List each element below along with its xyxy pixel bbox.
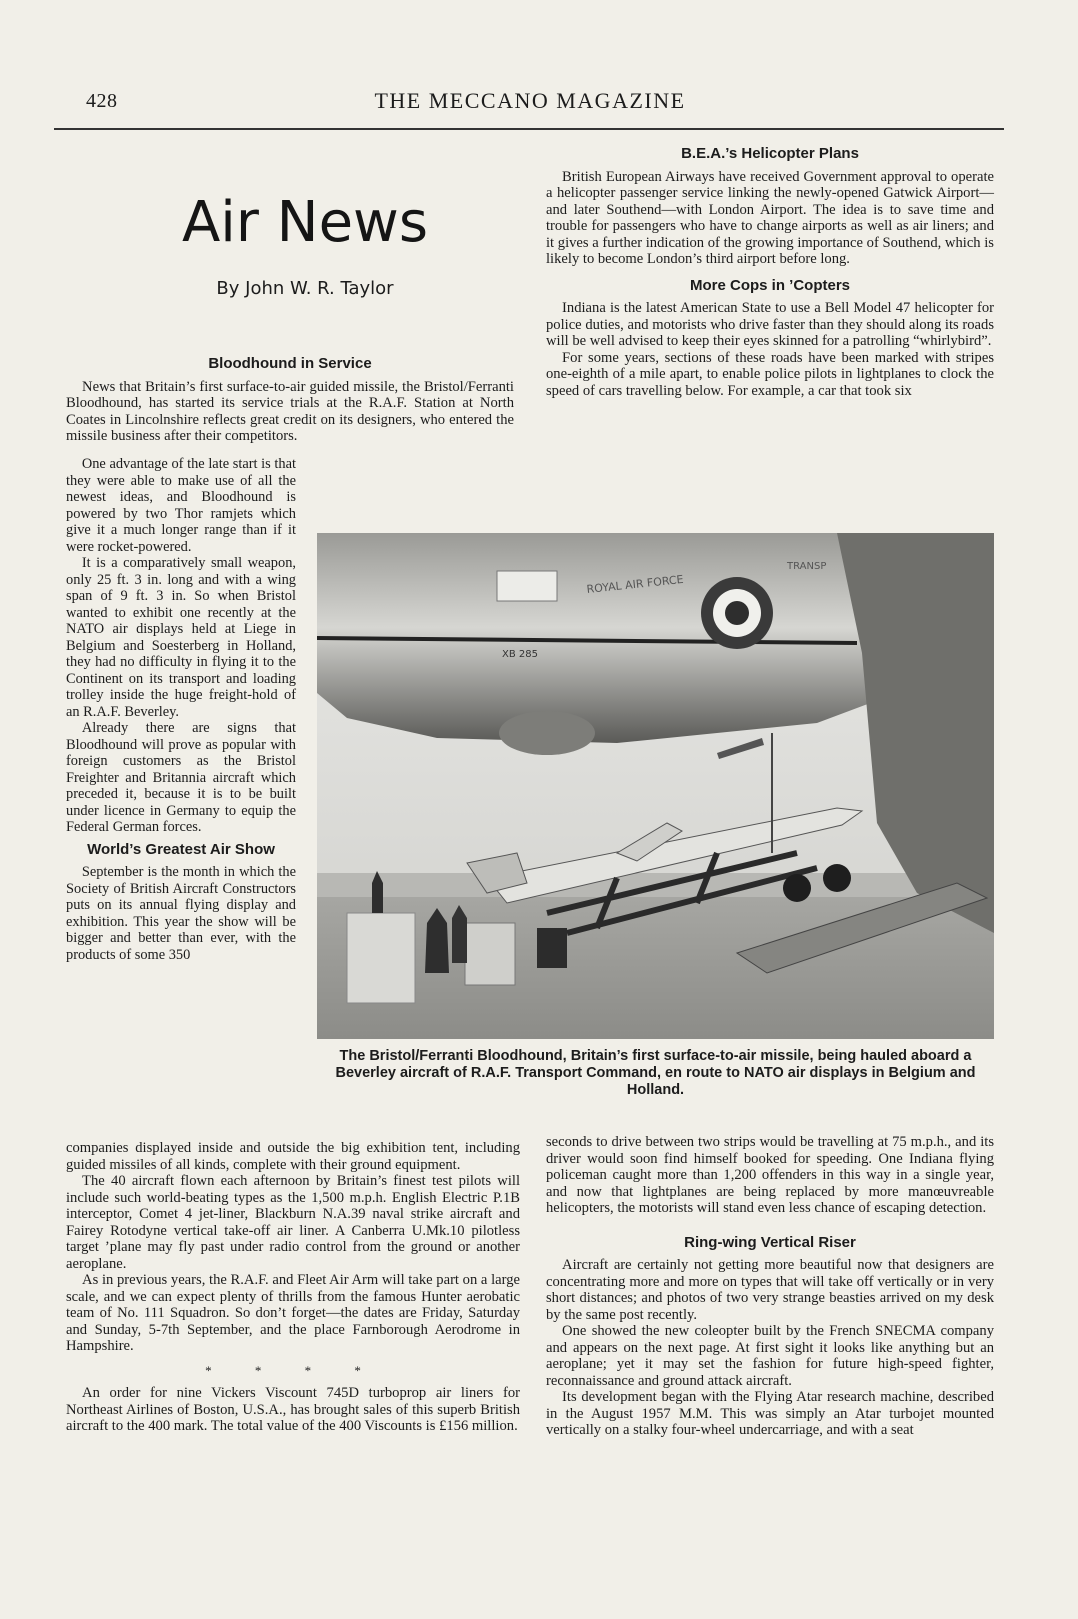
photo-caption: The Bristol/Ferranti Bloodhound, Britain’s first surface-to-air missile, being hauled aboard a Beverley aircraft of R.A.F. Transport Command, en route to NATO air displays in Belgium and Holland.: [335, 1048, 976, 1098]
paragraph: Its development began with the Flying Atar research machine, described in the August 1957 M.M. This was simply an Atar turbojet mounted vertically on a stalky four-wheel undercarriage, and with a seat: [546, 1389, 994, 1438]
paragraph: As in previous years, the R.A.F. and Fleet Air Arm will take part on a large scale, and we can expect plenty of thrills from the famous Hunter aerobatic team of No. 111 Squadron. So don’t forget—the dates are Friday, Saturday and Sunday, 5-7th September, and the place Farnborough Aerodrome in Hampshire.: [66, 1272, 520, 1354]
paragraph: British European Airways have received Government approval to operate a helicopter passenger service linking the newly-opened Gatwick Airport—and later Southend—with London Airport. The idea is to save time and trouble for passengers who have to change airports as well as air liners; and it gives a further indication of the growing importance of Southend, which is likely to become London’s third airport before long.: [546, 168, 994, 267]
paragraph: News that Britain’s first surface-to-air guided missile, the Bristol/Ferranti Bloodhound, has started its service trials at the R.A.F. Station at North Coates in Lincolnshire reflects great credit on its designers, who entered the missile business after their competitors.: [66, 378, 514, 444]
magazine-title: THE MECCANO MAGAZINE: [374, 88, 686, 113]
section-heading: Ring-wing Vertical Riser: [684, 1233, 856, 1251]
aircraft-serial: XB 285: [502, 649, 538, 660]
paragraph: The 40 aircraft flown each afternoon by Britain’s finest test pilots will include such world-beating types as the 1,500 m.p.h. English Electric P.1B interceptor, Comet 4 jet-liner, Blackburn N.A.39 naval strike aircraft and Fairey Rotodyne vertical take-off air liner. A Canberra U.Mk.10 pilotless target ’plane may fly past under radio control from the ground or another aeroplane.: [66, 1173, 520, 1272]
right-bottom-column: [546, 1134, 994, 1439]
paragraph: One advantage of the late start is that they were able to make use of all the newest ideas, and Bloodhound is powered by two Thor ramjets which give it a much longer range than if it were rocket-powered.: [66, 456, 296, 555]
paragraph: An order for nine Vickers Viscount 745D turboprop air liners for Northeast Airlines of Boston, U.S.A., has brought sales of this superb British aircraft to the 400 mark. The total value of the 400 Viscounts is £156 million.: [66, 1385, 520, 1434]
fuselage-lettering: ROYAL AIR FORCE: [585, 572, 685, 596]
page-header: [56, 88, 1004, 118]
paragraph: seconds to drive between two strips would be travelling at 75 m.p.h., and its driver would soon find himself booked for speeding. One Indiana flying policeman caught more than 1,200 offenders in this way in a single year, and now that lightplanes are being replaced by more manœuvreable helicopters, the motorists will stand even less chance of escaping detection.: [546, 1134, 994, 1216]
section-heading: More Cops in ’Copters: [689, 276, 850, 294]
article-byline: By John W. R. Taylor: [216, 278, 394, 299]
paragraph: It is a comparatively small weapon, only 25 ft. 3 in. long and with a wing span of 9 ft. 3 in. So when Bristol wanted to exhibit one recently at the NATO air displays held at Liege in Belgium and Soesterberg in Holland, they had no difficulty in flying it to the Continent on its transport and loading trolley inside the huge freight-hold of an R.A.F. Beverley.: [66, 555, 296, 720]
left-bottom-column: [66, 1140, 520, 1435]
right-top-column: [546, 146, 994, 399]
header-rule: [54, 128, 1004, 130]
paragraph: September is the month in which the Society of British Aircraft Constructors puts on its annual flying display and exhibition. This year the show will be bigger and better than ever, with the products of some 350: [66, 864, 296, 963]
tail-lettering: TRANSP: [787, 561, 827, 572]
section-heading: B.E.A.’s Helicopter Plans: [681, 145, 859, 162]
paragraph: companies displayed inside and outside the big exhibition tent, including guided missiles of all kinds, complete with their ground equipment.: [66, 1140, 520, 1173]
paragraph: One showed the new coleopter built by the French SNECMA company and appears on the next page. At first sight it looks like anything but an aeroplane; yet it may set the fashion for future high-speed fighter, reconnaissance and ground attack aircraft.: [546, 1323, 994, 1389]
paragraph: Aircraft are certainly not getting more beautiful now that designers are concentrating more and more on types that will take off vertically or in very short distances; and photos of two very strange beasties arrived on my desk by the same post recently.: [546, 1257, 994, 1323]
bloodhound-section: [66, 356, 514, 445]
section-heading: World’s Greatest Air Show: [87, 840, 275, 858]
article-title: Air News: [181, 190, 428, 255]
left-narrow-column: [66, 456, 296, 963]
page-number: 428: [86, 90, 118, 112]
section-separator: * * * *: [205, 1362, 381, 1378]
paragraph: Indiana is the latest American State to use a Bell Model 47 helicopter for police duties, and motorists who drive faster than they should along its roads will be well advised to keep their eyes skinned for a patrolling “whirlybird”.: [546, 300, 994, 349]
paragraph: Already there are signs that Bloodhound will prove as popular with foreign customers as the Bristol Freighter and Britannia aircraft which preceded it, because it is to be built under licence in Germany to equip the Federal German forces.: [66, 720, 296, 835]
section-heading: Bloodhound in Service: [208, 355, 372, 372]
paragraph: For some years, sections of these roads have been marked with stripes one-eighth of a mile apart, to enable police pilots in lightplanes to clock the speed of cars travelling below. For example, a car that took six: [546, 349, 994, 399]
bloodhound-photo: [317, 533, 994, 1039]
